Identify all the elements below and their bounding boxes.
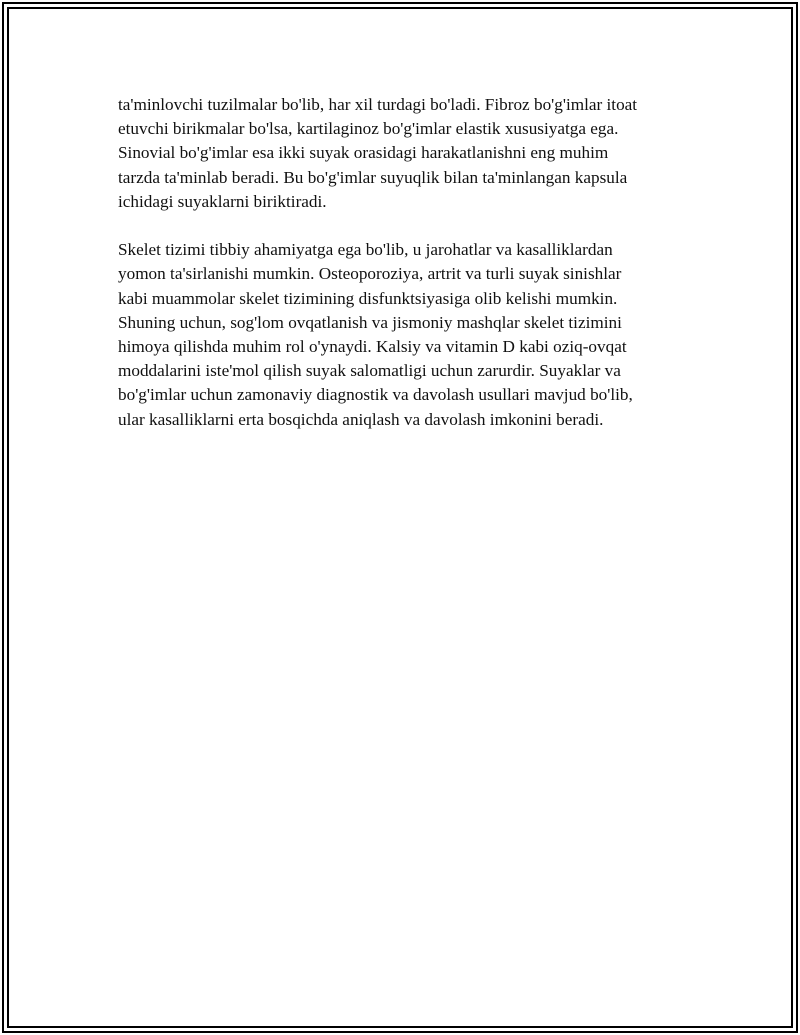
document-body <box>118 93 698 432</box>
paragraph-skeletal-health: Skelet tizimi tibbiy ahamiyatga ega bo'lib, u jarohatlar va kasalliklardan yomon ta'sirlanishi mumkin. Osteoporoziya, artrit va turli suyak sinishlar kabi muammolar skelet tizimining disfunktsiyasiga olib kelishi mumkin. Shuning uchun, sog'lom ovqatlanish va jismoniy mashqlar skelet tizimini himoya qilishda muhim rol o'ynaydi. Kalsiy va vitamin D kabi oziq-ovqat moddalarini iste'mol qilish suyak salomatligi uchun zarurdir. Suyaklar va bo'g'imlar uchun zamonaviy diagnostik va davolash usullari mavjud bo'lib, ular kasalliklarni erta bosqichda aniqlash va davolash imkonini beradi. <box>118 240 633 429</box>
paragraph-joints: ta'minlovchi tuzilmalar bo'lib, har xil turdagi bo'ladi. Fibroz bo'g'imlar itoat etuvchi birikmalar bo'lsa, kartilaginoz bo'g'imlar elastik xususiyatga ega. Sinovial bo'g'imlar esa ikki suyak orasidagi harakatlanishni eng muhim tarzda ta'minlab beradi. Bu bo'g'imlar suyuqlik bilan ta'minlangan kapsula ichidagi suyaklarni biriktiradi. <box>118 95 638 211</box>
